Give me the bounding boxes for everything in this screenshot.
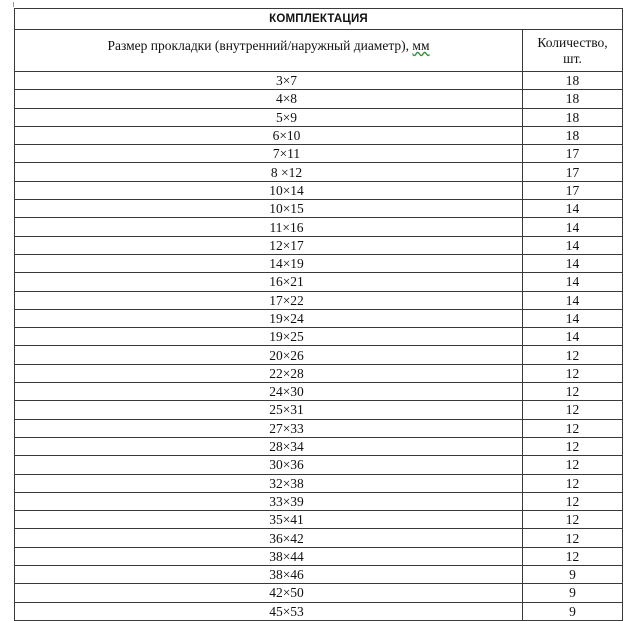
table-row	[15, 163, 623, 181]
table-row	[15, 547, 623, 565]
table-row	[15, 437, 623, 455]
gasket-size-cell: 20×26	[15, 346, 523, 364]
table-row	[15, 309, 623, 327]
gasket-size-cell: 45×53	[15, 602, 523, 620]
table-title: КОМПЛЕКТАЦИЯ	[15, 9, 623, 30]
gasket-size-cell: 38×44	[15, 547, 523, 565]
quantity-cell: 12	[523, 474, 623, 492]
gasket-size-cell: 19×24	[15, 309, 523, 327]
table-row	[15, 529, 623, 547]
gasket-size-cell: 10×15	[15, 200, 523, 218]
quantity-cell: 12	[523, 437, 623, 455]
table-row	[15, 126, 623, 144]
table-row	[15, 218, 623, 236]
quantity-cell: 9	[523, 584, 623, 602]
gasket-size-cell: 5×9	[15, 108, 523, 126]
quantity-cell: 18	[523, 72, 623, 90]
gasket-size-cell: 22×28	[15, 364, 523, 382]
quantity-cell: 14	[523, 273, 623, 291]
gasket-size-cell: 19×25	[15, 328, 523, 346]
table-row	[15, 236, 623, 254]
table-title-row	[15, 9, 623, 30]
gasket-size-cell: 35×41	[15, 511, 523, 529]
quantity-cell: 14	[523, 200, 623, 218]
quantity-cell: 9	[523, 566, 623, 584]
gasket-size-cell: 38×46	[15, 566, 523, 584]
quantity-cell: 14	[523, 218, 623, 236]
gasket-size-cell: 10×14	[15, 181, 523, 199]
table-row	[15, 108, 623, 126]
table-row	[15, 181, 623, 199]
quantity-cell: 17	[523, 145, 623, 163]
gasket-size-cell: 11×16	[15, 218, 523, 236]
quantity-cell: 9	[523, 602, 623, 620]
gasket-size-cell: 6×10	[15, 126, 523, 144]
quantity-column-header	[523, 30, 623, 72]
gasket-size-cell: 32×38	[15, 474, 523, 492]
gasket-size-cell: 28×34	[15, 437, 523, 455]
gasket-size-cell: 8 ×12	[15, 163, 523, 181]
quantity-cell: 14	[523, 236, 623, 254]
gasket-size-cell: 14×19	[15, 254, 523, 272]
gasket-size-cell: 17×22	[15, 291, 523, 309]
quantity-cell: 12	[523, 547, 623, 565]
table-row	[15, 584, 623, 602]
size-column-unit: мм	[412, 38, 430, 53]
specification-table	[14, 8, 623, 621]
quantity-cell: 12	[523, 456, 623, 474]
table-row	[15, 566, 623, 584]
table-row	[15, 328, 623, 346]
quantity-cell: 12	[523, 419, 623, 437]
table-row	[15, 401, 623, 419]
page-corner-mark	[13, 2, 14, 7]
quantity-header-line2: шт.	[563, 50, 582, 66]
table-body	[15, 72, 623, 621]
table-row	[15, 364, 623, 382]
gasket-size-cell: 24×30	[15, 383, 523, 401]
table-row	[15, 383, 623, 401]
quantity-cell: 18	[523, 108, 623, 126]
gasket-size-cell: 16×21	[15, 273, 523, 291]
gasket-size-cell: 30×36	[15, 456, 523, 474]
quantity-cell: 14	[523, 309, 623, 327]
quantity-header-line1: Количество,	[537, 34, 608, 50]
quantity-cell: 14	[523, 328, 623, 346]
table-row	[15, 145, 623, 163]
gasket-size-cell: 7×11	[15, 145, 523, 163]
table-row	[15, 602, 623, 620]
quantity-cell: 12	[523, 492, 623, 510]
size-column-header	[15, 30, 523, 72]
gasket-size-cell: 33×39	[15, 492, 523, 510]
gasket-size-cell: 12×17	[15, 236, 523, 254]
quantity-cell: 14	[523, 254, 623, 272]
table-row	[15, 254, 623, 272]
quantity-cell: 14	[523, 291, 623, 309]
table-row	[15, 456, 623, 474]
table-header-row	[15, 30, 623, 72]
table-row	[15, 72, 623, 90]
size-column-label: Размер прокладки (внутренний/наружный диаметр),	[107, 38, 410, 53]
gasket-size-cell: 36×42	[15, 529, 523, 547]
table-row	[15, 492, 623, 510]
quantity-cell: 12	[523, 364, 623, 382]
quantity-cell: 17	[523, 181, 623, 199]
gasket-size-cell: 4×8	[15, 90, 523, 108]
quantity-cell: 12	[523, 511, 623, 529]
table-row	[15, 291, 623, 309]
quantity-cell: 17	[523, 163, 623, 181]
table-row	[15, 90, 623, 108]
gasket-size-cell: 27×33	[15, 419, 523, 437]
table-row	[15, 511, 623, 529]
gasket-size-cell: 3×7	[15, 72, 523, 90]
table-row	[15, 273, 623, 291]
table-row	[15, 474, 623, 492]
table-row	[15, 346, 623, 364]
gasket-size-cell: 42×50	[15, 584, 523, 602]
quantity-cell: 12	[523, 529, 623, 547]
quantity-cell: 18	[523, 126, 623, 144]
quantity-cell: 12	[523, 383, 623, 401]
table-row	[15, 419, 623, 437]
gasket-size-cell: 25×31	[15, 401, 523, 419]
quantity-cell: 12	[523, 346, 623, 364]
table-row	[15, 200, 623, 218]
quantity-cell: 18	[523, 90, 623, 108]
quantity-cell: 12	[523, 401, 623, 419]
